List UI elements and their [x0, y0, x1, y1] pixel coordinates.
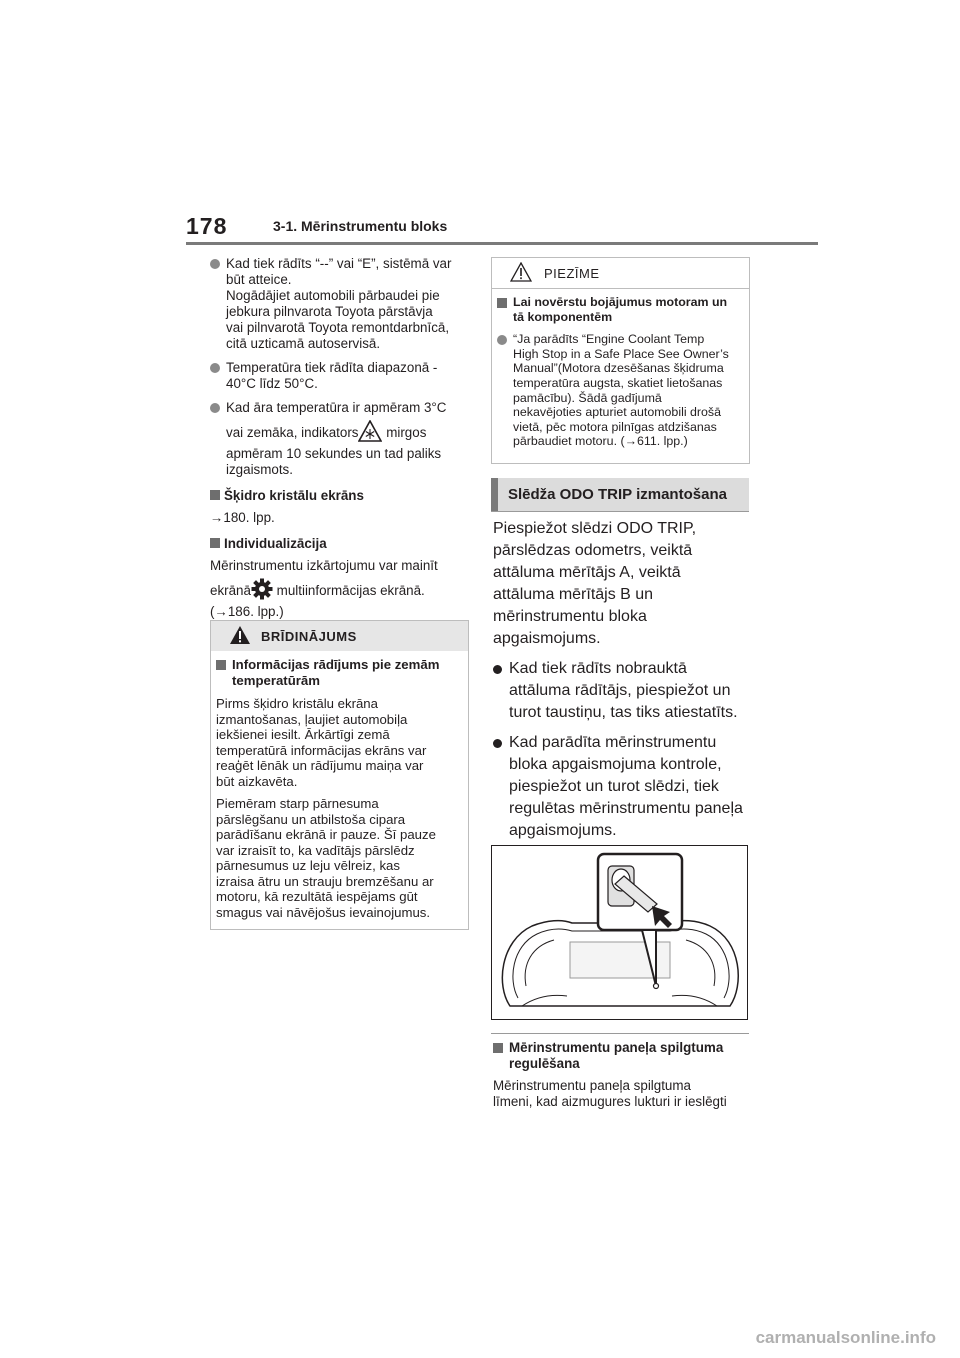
notice-subheading-line: tā komponentēm: [513, 309, 613, 324]
square-bullet-icon: [210, 538, 220, 548]
odo-bullet-line: apgaismojums.: [509, 822, 617, 839]
warning-line: smagus vai nāvējošus ievainojumus.: [216, 904, 431, 920]
instrument-cluster-illustration: [492, 846, 747, 1019]
section-title: 3-1. Mērinstrumentu bloks: [273, 218, 448, 234]
lcd-page-reference: →180. lpp.: [210, 510, 275, 525]
notice-box: [491, 257, 750, 464]
warning-body: [211, 651, 468, 935]
square-bullet-icon: [497, 298, 507, 308]
warning-subheading: [216, 657, 463, 688]
warning-line: pārslēgšanu un atbilstoša cipara: [216, 811, 406, 827]
warning-subheading-line: temperatūrām: [232, 672, 320, 688]
odo-bullet: [493, 732, 755, 842]
notice-line: vietā, pēc motora pilnīgas atdzišanas: [513, 419, 717, 434]
customization-page-reference: (→186. lpp.): [210, 604, 284, 619]
odo-trip-heading: Slēdža ODO TRIP izmantošana: [491, 478, 749, 511]
brightness-line: Mērinstrumentu paneļa spilgtuma: [493, 1078, 691, 1093]
odo-intro-line: Piespiežot slēdzi ODO TRIP,: [493, 520, 697, 537]
warning-subheading-line: Informācijas rādījums pie zemām: [232, 657, 440, 672]
warning-paragraph: [216, 696, 463, 789]
customization-line: Mērinstrumentu izkārtojumu var mainīt: [210, 558, 438, 573]
brightness-line: līmeni, kad aizmugures lukturi ir ieslēgti: [493, 1094, 727, 1109]
instrument-cluster-figure: [491, 845, 748, 1020]
ice-warning-icon: [358, 420, 382, 446]
bullet-dot-icon: [493, 665, 502, 674]
warning-line: parādīšanu ekrānā ir pauze. Šī pauze: [216, 827, 436, 842]
notice-body: [492, 289, 749, 457]
warning-line: izraisa ātru un strauju bremzēšanu ar: [216, 873, 434, 889]
bullet-dot-icon: [210, 259, 220, 269]
notice-line: Manual”(Motora dzesēšanas šķidruma: [513, 361, 724, 376]
bullet-line: izgaismots.: [226, 462, 293, 477]
bullet-dot-icon: [497, 335, 507, 345]
odo-intro-line: apgaismojums.: [493, 630, 601, 647]
left-column: [210, 256, 472, 620]
warning-box: [210, 620, 469, 930]
bullet-line: būt atteice.: [226, 272, 292, 287]
bullet-line: Kad tiek rādīts “--” vai “E”, sistēmā var: [226, 256, 452, 271]
bullet-text: mirgos: [382, 425, 427, 440]
customization-heading: [210, 536, 472, 552]
odo-intro: [493, 518, 755, 650]
header-divider: [186, 242, 818, 245]
customization-text: ekrānā: [210, 583, 251, 598]
customization-heading-text: Individualizācija: [224, 536, 327, 551]
bullet-line: vai pilnvarotā Toyota remontdarbnīcā,: [226, 320, 450, 335]
bullet-dot-icon: [210, 363, 220, 373]
customization-line: [210, 578, 472, 604]
warning-line: iekšienei iesilt. Ārkārtīgi zemā: [216, 727, 390, 742]
odo-intro-line: attāluma mērītājs B un: [493, 586, 654, 603]
notice-title: PIEZĪME: [544, 265, 600, 281]
caution-icon: [510, 262, 532, 285]
warning-line: Pirms šķidro kristālu ekrāna: [216, 696, 378, 711]
odo-intro-line: pārslēdzas odometrs, veiktā: [493, 542, 693, 559]
notice-line: temperatūra augsta, skatiet lietošanas: [513, 375, 723, 390]
warning-icon: [229, 625, 251, 648]
odo-bullet: [493, 658, 755, 724]
bullet-line: jebkura pilnvarota Toyota pārstāvja: [226, 304, 433, 319]
notice-bullet: [497, 332, 744, 449]
odo-bullet-line: attāluma rādītājs, piespiežot un: [509, 682, 731, 699]
notice-line: pārbaudiet motoru. (→611. lpp.): [513, 434, 688, 449]
bullet-line: Temperatūra tiek rādīta diapazonā -: [226, 360, 438, 375]
lcd-heading: [210, 488, 472, 504]
gear-icon: [251, 578, 273, 604]
odo-bullet-line: piespiežot un turot slēdzi, tiek: [509, 778, 719, 795]
odo-bullet-line: bloka apgaismojuma kontrole,: [509, 756, 722, 773]
odo-intro-line: mērinstrumentu bloka: [493, 608, 647, 625]
warning-line: motoru, kā rezultātā iespējams gūt: [216, 889, 418, 904]
bullet-line: [226, 420, 472, 446]
warning-line: temperatūrā informācijas ekrāns var: [216, 742, 427, 758]
warning-line: būt aizkavēta.: [216, 773, 298, 789]
bullet-line: 40°C līdz 50°C.: [226, 376, 318, 391]
bullet-line: Nogādājiet automobili pārbaudei pie: [226, 288, 440, 303]
warning-line: izmantošanas, ļaujiet automobiļa: [216, 711, 408, 727]
bullet-line: apmēram 10 sekundes un tad paliks: [226, 446, 442, 461]
customization-text: multiinformācijas ekrānā.: [272, 583, 425, 598]
square-bullet-icon: [210, 490, 220, 500]
bullet-line: Kad āra temperatūra ir apmēram 3°C: [226, 400, 447, 415]
watermark: carmanualsonline.info: [755, 1328, 936, 1347]
brightness-heading-line: regulēšana: [509, 1056, 580, 1071]
odo-bullet-line: Kad tiek rādīts nobrauktā: [509, 660, 687, 677]
square-bullet-icon: [493, 1043, 503, 1053]
notice-line: nekavējoties apturiet automobili drošā: [513, 405, 722, 420]
notice-subheading: [497, 295, 744, 324]
warning-line: reaģēt lēnāk un rādījumu maiņa var: [216, 758, 424, 773]
notice-line: “Ja parādīts “Engine Coolant Temp: [513, 332, 705, 347]
notice-line: High Stop in a Safe Place See Owner’s: [513, 346, 729, 361]
warning-line: Piemēram starp pārnesuma: [216, 796, 379, 811]
notice-subheading-line: Lai novērstu bojājumus motoram un: [513, 295, 728, 309]
bullet-text: vai zemāka, indikators: [226, 425, 359, 440]
notice-line: pamācību). Šādā gadījumā: [513, 390, 662, 405]
odo-bullet-line: Kad parādīta mērinstrumentu: [509, 734, 717, 751]
odo-heading-divider: [491, 511, 749, 512]
warning-line: var izraisīt to, ka vadītājs pārslēdz: [216, 842, 415, 858]
brightness-section: [493, 1040, 755, 1110]
bottom-divider: [491, 1033, 749, 1034]
odo-bullet-line: turot taustiņu, tas tiks atiestatīts.: [509, 704, 738, 721]
bullet-line: citā uzticamā autoservisā.: [226, 336, 381, 351]
bullet-item: [210, 360, 472, 392]
warning-title: BRĪDINĀJUMS: [261, 628, 357, 644]
page-number: 178: [186, 213, 228, 239]
warning-header: [211, 621, 468, 651]
bullet-item: [210, 256, 472, 352]
brightness-heading: [493, 1040, 755, 1072]
bullet-dot-icon: [210, 403, 220, 413]
square-bullet-icon: [216, 660, 226, 670]
warning-paragraph: [216, 796, 463, 920]
odo-bullet-line: regulētas mērinstrumentu paneļa: [509, 800, 743, 817]
lcd-heading-text: Šķidro kristālu ekrāns: [224, 488, 364, 503]
warning-line: pārnesumus uz leju vēlreiz, kas: [216, 858, 400, 873]
notice-header: [492, 258, 749, 288]
bullet-dot-icon: [493, 739, 502, 748]
bullet-item: [210, 400, 472, 478]
odo-intro-line: attāluma mērītājs A, veiktā: [493, 564, 681, 581]
brightness-heading-line: Mērinstrumentu paneļa spilgtuma: [509, 1040, 724, 1055]
odo-trip-content: [493, 518, 755, 842]
